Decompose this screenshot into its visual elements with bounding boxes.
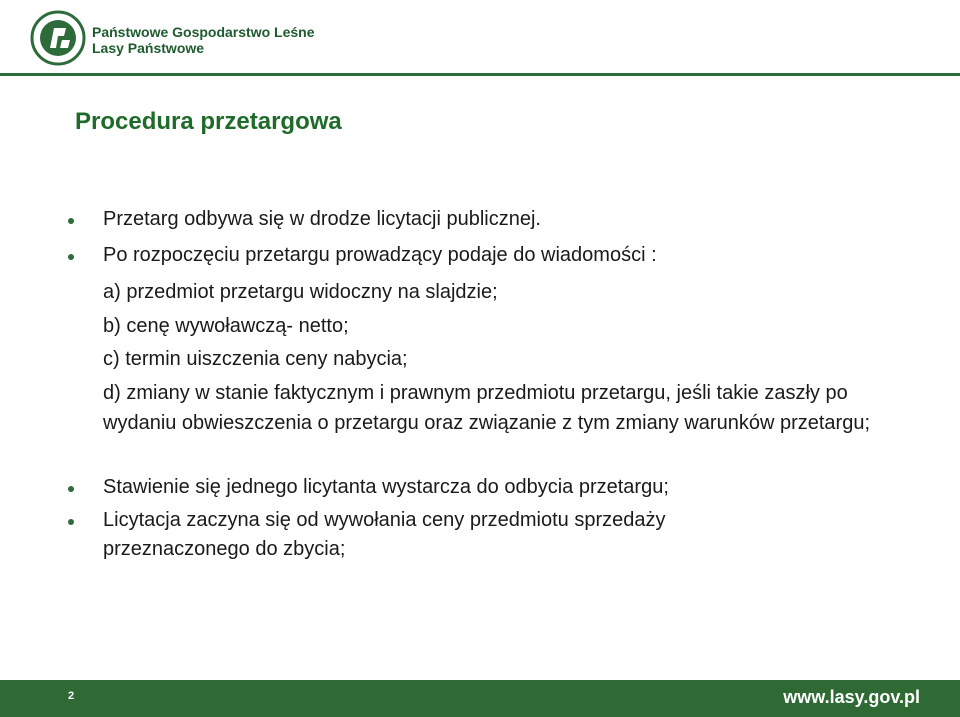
list-subitem: d) zmiany w stanie faktycznym i prawnym przedmiotu przetargu, jeśli takie zaszły po wydaniu obwieszczenia o przetargu oraz związanie z tym zmiany warunków przetargu; xyxy=(103,382,871,434)
slide-title: Procedura przetargowa xyxy=(75,108,342,135)
slide-footer xyxy=(0,680,960,717)
org-name-line1: Państwowe Gospodarstwo Leśne xyxy=(92,24,315,40)
bullet-icon xyxy=(68,486,74,492)
list-item: Licytacja zaczyna się od wywołania ceny przedmiotu sprzedaży przeznaczonego do zbycia; xyxy=(103,509,666,560)
bullet-icon xyxy=(68,254,74,260)
organization-name xyxy=(92,24,315,56)
list-item: Przetarg odbywa się w drodze licytacji publicznej. xyxy=(103,208,541,230)
list-subitem: c) termin uiszczenia ceny nabycia; xyxy=(103,348,408,370)
list-subitem: b) cenę wywoławczą- netto; xyxy=(103,315,349,337)
org-name-line2: Lasy Państwowe xyxy=(92,40,205,56)
bullet-icon xyxy=(68,218,74,224)
slide-header xyxy=(0,0,960,80)
list-subitem: a) przedmiot przetargu widoczny na slajdzie; xyxy=(103,281,498,303)
lasy-panstwowe-logo xyxy=(30,10,86,66)
website-url: www.lasy.gov.pl xyxy=(783,687,920,707)
bullet-icon xyxy=(68,519,74,525)
header-divider xyxy=(0,73,960,76)
list-item: Stawienie się jednego licytanta wystarcza do odbycia przetargu; xyxy=(103,476,669,498)
page-number: 2 xyxy=(68,690,75,702)
list-item: Po rozpoczęciu przetargu prowadzący podaje do wiadomości : xyxy=(103,244,657,266)
